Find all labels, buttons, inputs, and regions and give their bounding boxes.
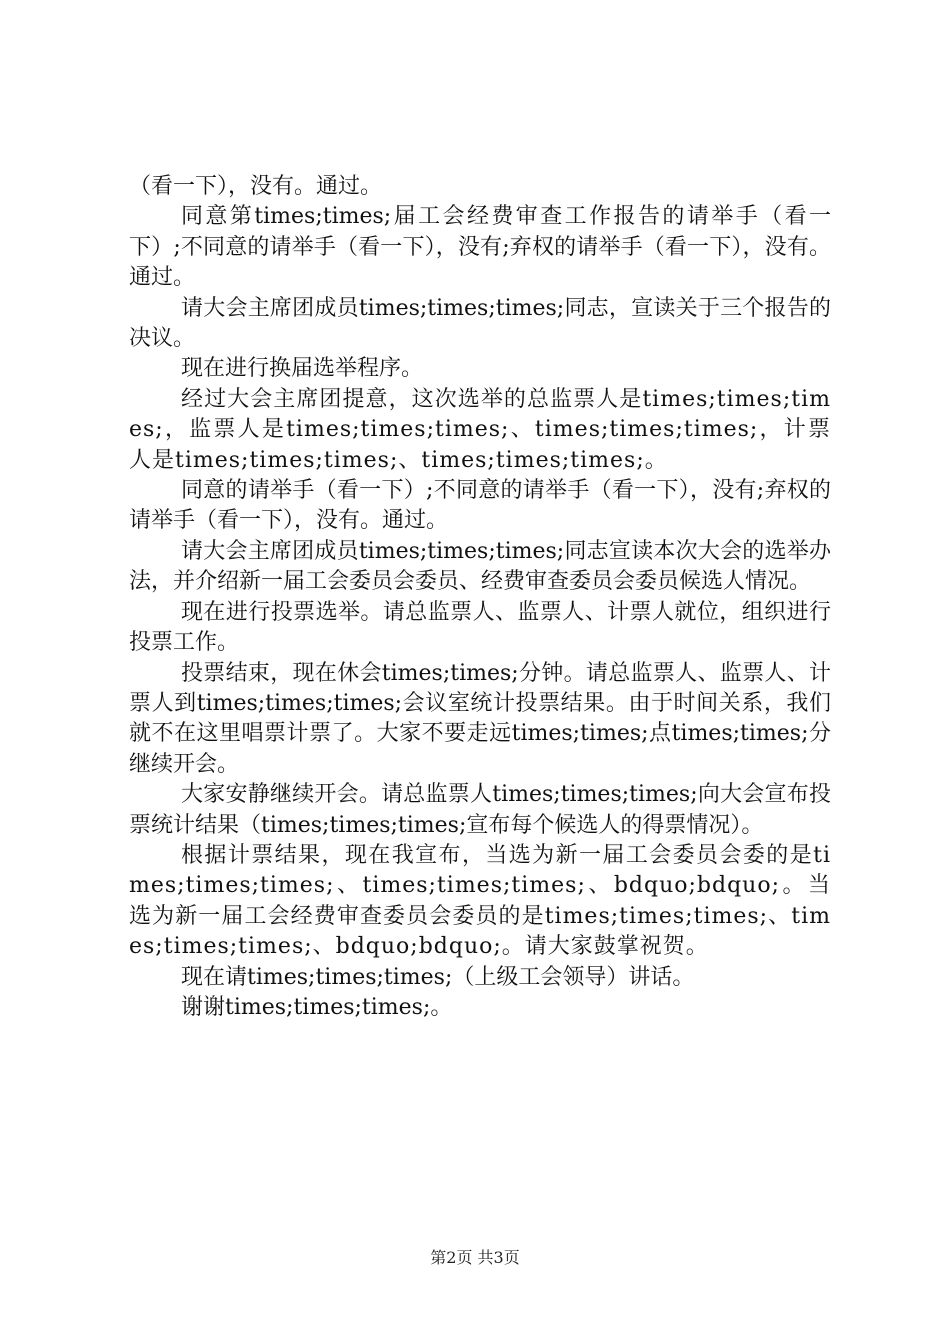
paragraph: 现在进行换届选举程序。 (181, 356, 424, 382)
page-number-footer: 第2页 共3页 (430, 1248, 520, 1267)
paragraph: 请大会主席团成员times;times;times;同志，宣读关于三个报告的决议。 (129, 295, 831, 352)
paragraph: 谢谢times;times;times;。 (181, 994, 453, 1020)
paragraph: 根据计票结果，现在我宣布，当选为新一届工会委员会委的是times;times;times;、times;times;times;、bdquo;bdquo;。当选为新一届工会经费审查委员会委员的是times;times;times;、times;times;times;、bdquo;bdquo;。请大家鼓掌祝贺。 (129, 842, 831, 960)
paragraph: 现在进行投票选举。请总监票人、监票人、计票人就位，组织进行投票工作。 (129, 599, 831, 656)
paragraph: 大家安静继续开会。请总监票人times;times;times;向大会宣布投票统计结果（times;times;times;宣布每个候选人的得票情况）。 (129, 782, 831, 838)
paragraph: 投票结束，现在休会times;times;分钟。请总监票人、监票人、计票人到times;times;times;会议室统计投票结果。由于时间关系，我们就不在这里唱票计票了。大家不要走远times;times;点times;times;分继续开会。 (129, 660, 831, 777)
document-body (129, 172, 831, 1023)
paragraph: 经过大会主席团提意，这次选举的总监票人是times;times;times;，监票人是times;times;times;、times;times;times;，计票人是times;times;times;、times;times;times;。 (129, 386, 831, 473)
paragraph: 现在请times;times;times;（上级工会领导）讲话。 (181, 964, 695, 990)
paragraph: 请大会主席团成员times;times;times;同志宣读本次大会的选举办法，并介绍新一届工会委员会委员、经费审查委员会委员候选人情况。 (129, 538, 831, 595)
paragraph: 同意的请举手（看一下）;不同意的请举手（看一下），没有;弃权的请举手（看一下），没有。通过。 (129, 478, 831, 534)
paragraph: 同意第times;times;届工会经费审查工作报告的请举手（看一下）;不同意的请举手（看一下），没有;弃权的请举手（看一下），没有。通过。 (129, 204, 831, 291)
paragraph: （看一下），没有。通过。 (129, 174, 383, 199)
